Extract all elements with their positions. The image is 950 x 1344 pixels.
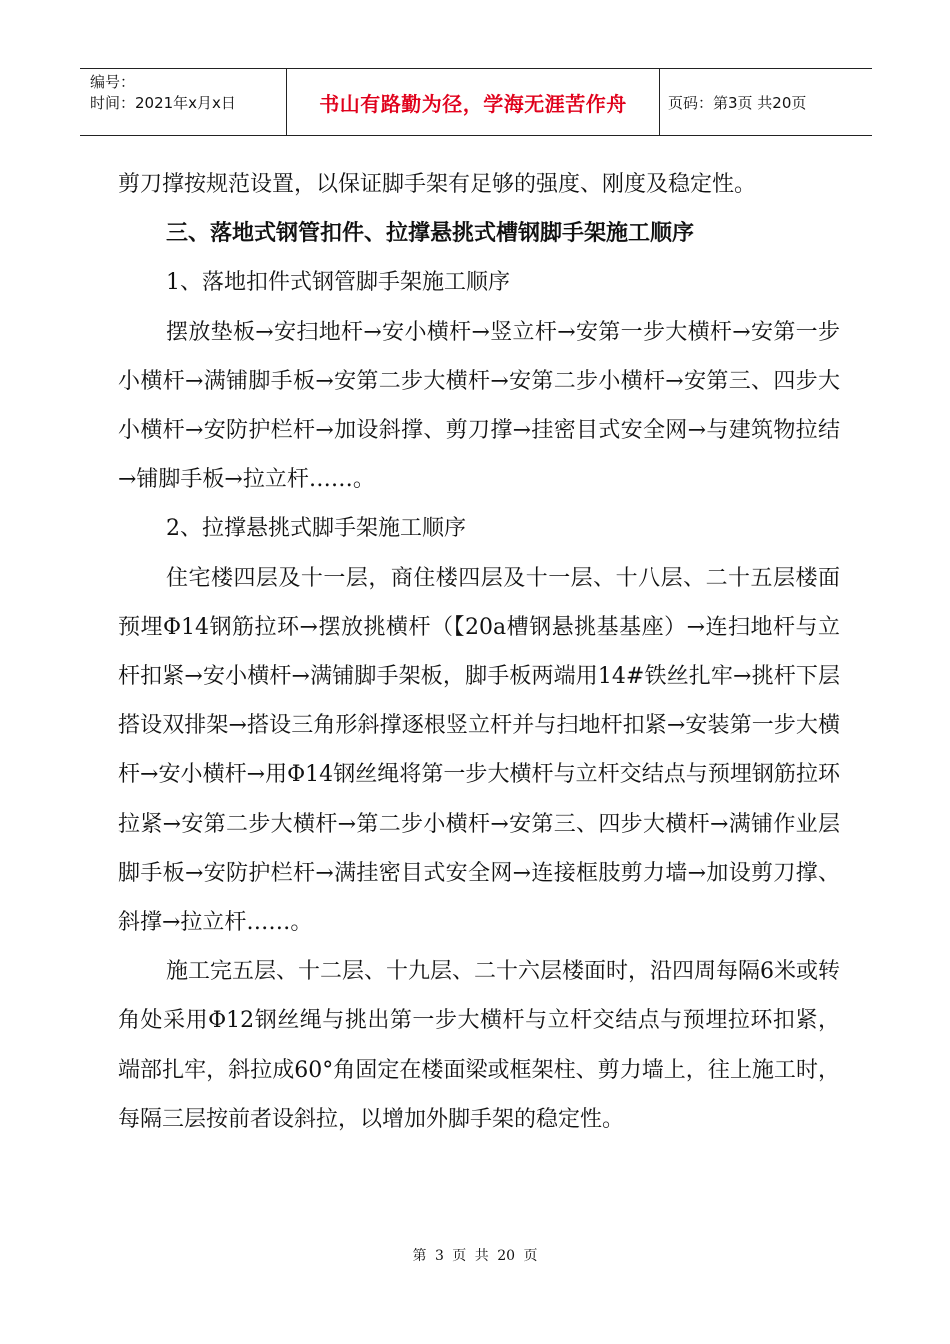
- paragraph: 剪刀撑按规范设置，以保证脚手架有足够的强度、刚度及稳定性。: [118, 172, 757, 197]
- number-label: 编号：: [90, 73, 136, 91]
- subsection-heading: 1、落地扣件式钢管脚手架施工顺序: [166, 270, 510, 296]
- time-label: 时间：2021年x月x日: [90, 94, 236, 112]
- header-meta: [80, 69, 286, 135]
- subsection-heading: 2、拉撑悬挑式脚手架施工顺序: [166, 516, 466, 542]
- document-body: [118, 160, 840, 1144]
- paragraph: 施工完五层、十二层、十九层、二十六层楼面时，沿四周每隔6米或转角处采用Φ12钢丝绳与挑出第一步大横杆与立杆交结点与预埋拉环扣紧，端部扎牢，斜拉成60°角固定在楼面梁或框架柱、剪力墙上，往上施工时，每隔三层按前者设斜拉，以增加外脚手架的稳定性。: [118, 959, 840, 1132]
- section-heading: 三、落地式钢管扣件、拉撑悬挑式槽钢脚手架施工顺序: [166, 221, 695, 247]
- page-footer: 第 3 页 共 20 页: [412, 1248, 538, 1264]
- header-page-number: 页码：第3页 共20页: [668, 93, 807, 112]
- page-header: [80, 68, 872, 136]
- paragraph: 摆放垫板→安扫地杆→安小横杆→竖立杆→安第一步大横杆→安第一步小横杆→满铺脚手板→安第二步大横杆→安第二步小横杆→安第三、四步大小横杆→安防护栏杆→加设斜撑、剪刀撑→挂密目式安全网→与建筑物拉结→铺脚手板→拉立杆……。: [118, 319, 840, 493]
- header-motto: 书山有路勤为径，学海无涯苦作舟: [286, 69, 660, 135]
- paragraph: 住宅楼四层及十一层，商住楼四层及十一层、十八层、二十五层楼面预埋Φ14钢筋拉环→摆放挑横杆（【20a槽钢悬挑基基座）→连扫地杆与立杆扣紧→安小横杆→满铺脚手架板，脚手板两端用14#铁丝扎牢→挑杆下层搭设双排架→搭设三角形斜撑逐根竖立杆并与扫地杆扣紧→安装第一步大横杆→安小横杆→用Φ14钢丝绳将第一步大横杆与立杆交结点与预埋钢筋拉环拉紧→安第二步大横杆→第二步小横杆→安第三、四步大横杆→满铺作业层脚手板→安防护栏杆→满挂密目式安全网→连接框肢剪力墙→加设剪刀撑、斜撑→拉立杆……。: [118, 565, 840, 936]
